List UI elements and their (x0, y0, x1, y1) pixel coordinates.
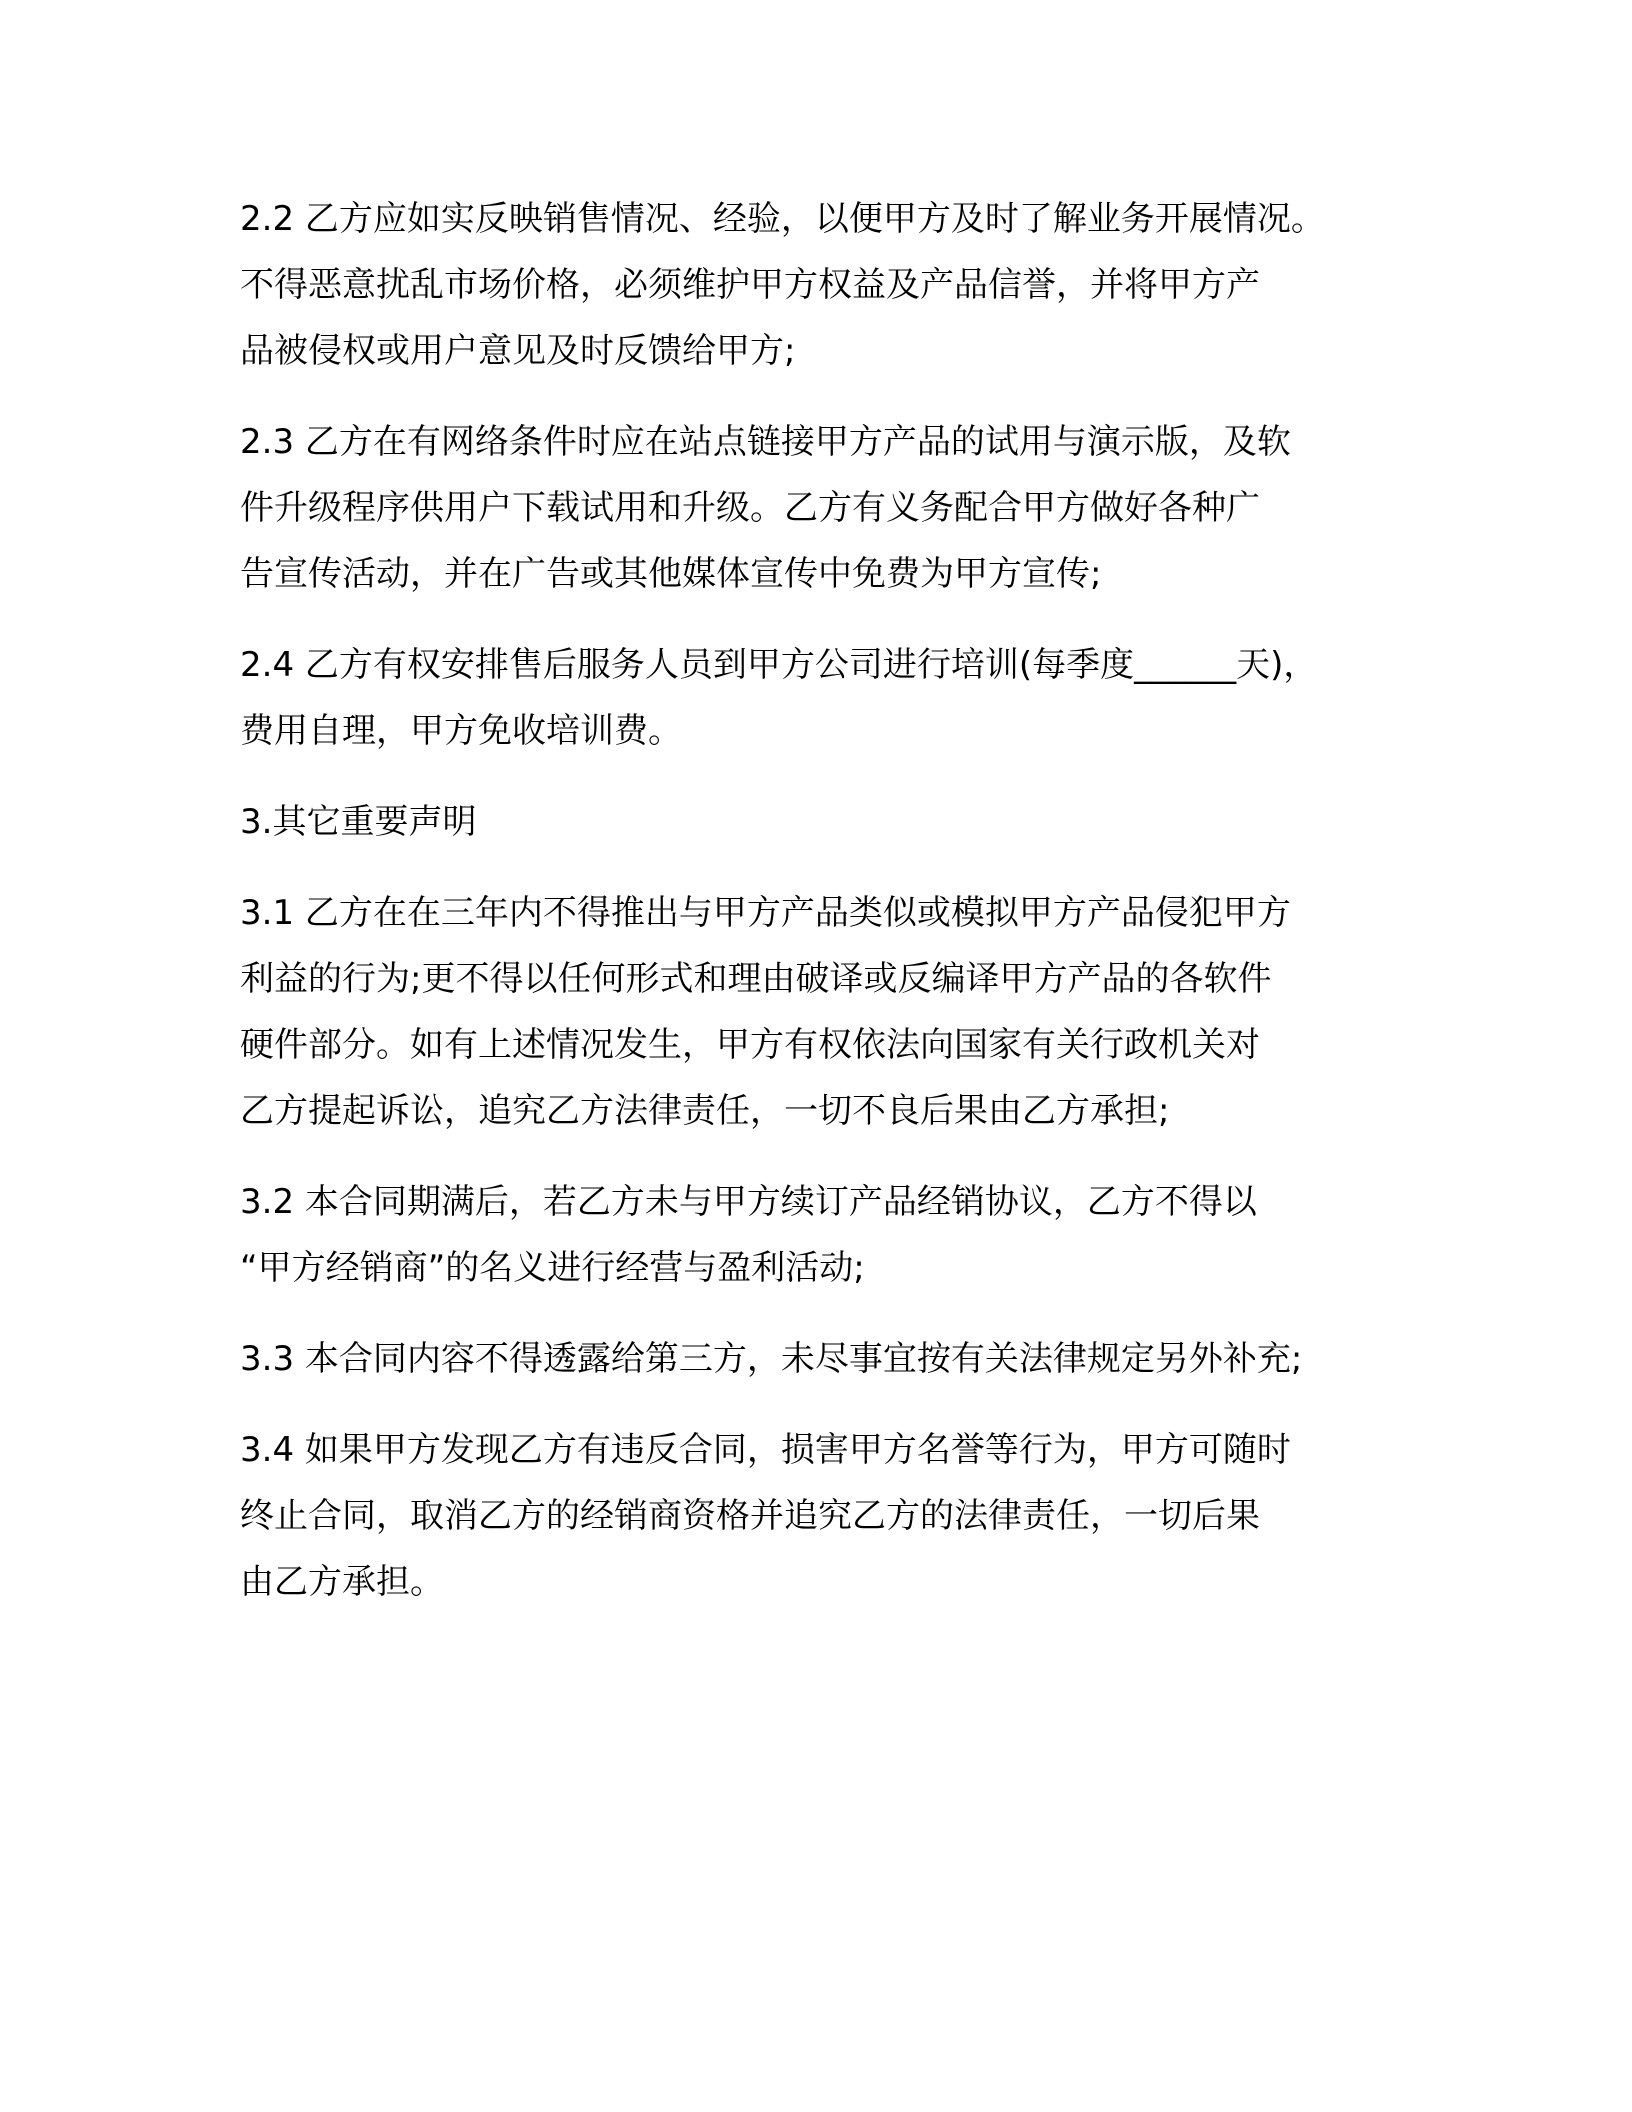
text-line: 2.3 乙方在有网络条件时应在站点链接甲方产品的试用与演示版，及软 (240, 422, 1291, 462)
clause-3-1 (240, 880, 1400, 1144)
text-line: 品被侵权或用户意见及时反馈给甲方; (240, 331, 796, 371)
text-line: 硬件部分。如有上述情况发生，甲方有权依法向国家有关行政机关对 (240, 1025, 1260, 1065)
clause-2-2 (240, 186, 1400, 384)
clause-2-4 (240, 632, 1400, 764)
text-line: 费用自理，甲方免收培训费。 (240, 711, 682, 751)
clause-3-4 (240, 1417, 1400, 1615)
clause-3-2 (240, 1169, 1400, 1301)
text-line: 不得恶意扰乱市场价格，必须维护甲方权益及产品信誉，并将甲方产 (240, 265, 1260, 305)
section-3-heading (240, 789, 1400, 855)
text-line: 3.4 如果甲方发现乙方有违反合同，损害甲方名誉等行为，甲方可随时 (240, 1430, 1291, 1470)
text-line: 2.2 乙方应如实反映销售情况、经验，以便甲方及时了解业务开展情况。 (240, 199, 1325, 239)
clause-3-3 (240, 1326, 1400, 1392)
text-line: 2.4 乙方有权安排售后服务人员到甲方公司进行培训(每季度______天)， (240, 645, 1318, 685)
text-line: 由乙方承担。 (240, 1562, 444, 1602)
text-line: 3.其它重要声明 (240, 802, 477, 842)
text-line: “甲方经销商”的名义进行经营与盈利活动; (240, 1248, 865, 1288)
text-line: 3.3 本合同内容不得透露给第三方，未尽事宜按有关法律规定另外补充; (240, 1339, 1303, 1379)
text-line: 终止合同，取消乙方的经销商资格并追究乙方的法律责任，一切后果 (240, 1496, 1260, 1536)
clause-2-3 (240, 409, 1400, 607)
text-line: 告宣传活动，并在广告或其他媒体宣传中免费为甲方宣传; (240, 554, 1102, 594)
text-line: 利益的行为;更不得以任何形式和理由破译或反编译甲方产品的各软件 (240, 959, 1272, 999)
text-line: 件升级程序供用户下载试用和升级。乙方有义务配合甲方做好各种广 (240, 488, 1260, 528)
document-body (240, 186, 1400, 1640)
text-line: 3.2 本合同期满后，若乙方未与甲方续订产品经销协议，乙方不得以 (240, 1182, 1257, 1222)
text-line: 3.1 乙方在在三年内不得推出与甲方产品类似或模拟甲方产品侵犯甲方 (240, 893, 1291, 933)
text-line: 乙方提起诉讼，追究乙方法律责任，一切不良后果由乙方承担; (240, 1091, 1170, 1131)
